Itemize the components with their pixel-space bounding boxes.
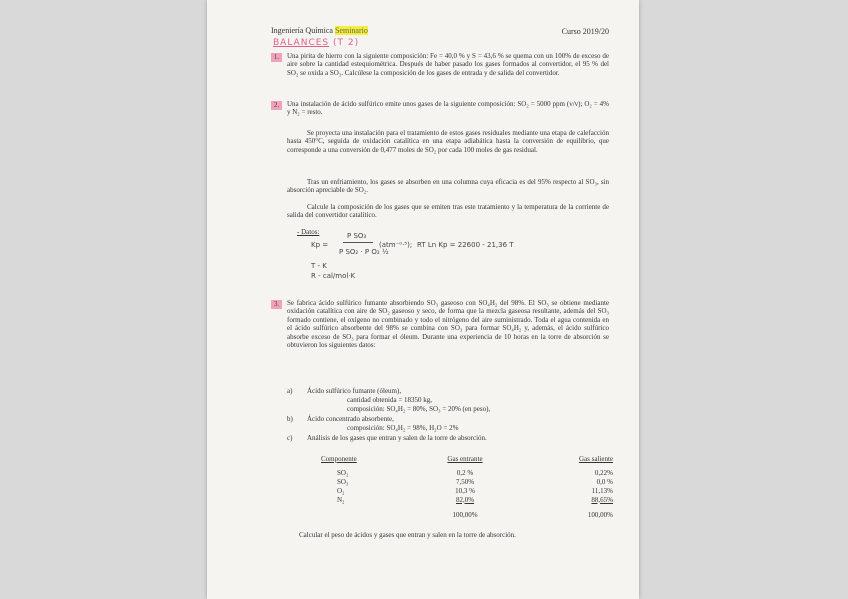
item-b-text: Ácido concentrado absorbente, <box>307 415 394 423</box>
kp-formula: Kp = <box>311 241 329 249</box>
gas-analysis-table <box>317 454 617 519</box>
item-c-text: Análisis de los gases que entran y salen de la torre de absorción. <box>307 434 487 442</box>
table-total-row: 100,00% 100,00% <box>452 510 613 519</box>
header-component: Componente <box>321 454 357 463</box>
problem-2-para-3: Tras un enfriamiento, los gases se absorben en una columna cuya eficacia es del 95% respecto al SO₃, sin absorción apreciable de SO₂. <box>287 178 609 195</box>
final-question: Calcular el peso de ácidos y gases que entran y salen en la torre de absorción. <box>299 531 516 539</box>
table-row: N₂ 82,0% 88,65% <box>337 495 613 504</box>
rt-ln-kp-formula: RT Ln Kp = 22600 - 21,36 T <box>417 241 514 249</box>
header-left: Ingeniería Química Seminario <box>271 26 368 35</box>
datos-label: - Datos: <box>297 228 320 236</box>
item-b-label: b) <box>287 415 293 423</box>
problem-2-number: 2. <box>271 101 282 110</box>
table-header-row <box>317 454 617 463</box>
kp-denominator: P SO₂ · P O₂ ½ <box>339 248 389 256</box>
problem-3-text: Se fabrica ácido sulfúrico fumante absorbiendo SO₃ gaseoso con SO₄H₂ del 98%. El SO₃ se obtiene mediante oxidación catalítica con aire de SO₂ gaseoso y seco, de forma que la mezcla gaseosa resultante, además del SO₃ formado contiene, el oxígeno no combinado y todo el nitrógeno del aire suministrado. Toda el agua contenida en el ácido sulfúrico absorbente del 98% se combina con SO₃ para formar SO₄H₂ y, además, el ácido sulfúrico absorbe exceso de SO₃ para formar el óleum. Durante una experiencia de 10 horas en la torre de absorción se obtuvieron los siguientes datos: <box>287 299 609 350</box>
item-a-label: a) <box>287 387 293 395</box>
kp-fraction-bar <box>343 242 373 243</box>
item-a-amount: cantidad obtenida = 18350 kg, <box>347 396 433 404</box>
problem-1-number: 1. <box>271 53 282 62</box>
table-row: SO₃ 7,50% 0,0 % <box>337 477 613 486</box>
gas-constant-unit: R - cal/mol·K <box>311 272 356 280</box>
problem-2-text: Una instalación de ácido sulfúrico emite unos gases de la siguiente composición: SO₂ = 5000 ppm (v/v); O₂ = 4% y N₂ = resto. <box>287 100 609 117</box>
item-b-composition: composición: SO₄H₂ = 98%, H₂O = 2% <box>347 424 459 432</box>
header-gas-out: Gas saliente <box>578 454 613 463</box>
kp-units: (atm⁻⁰·⁵); <box>379 241 413 249</box>
problem-1-text: Una pirita de hierro con la siguiente composición: Fe = 40,0 % y S = 43,6 % se quema con un 100% de exceso de aire sobre la cantidad estequiométrica. Después de haber pasado los gases formados al convertidor, el 95 % del SO₂ se oxida a SO₃. Calcúlese la composición de los gases de entrada y de salida del convertidor. <box>287 52 609 77</box>
table-row: O₂ 10,3 % 11,13% <box>337 486 613 495</box>
item-a-text: Ácido sulfúrico fumante (óleum), <box>307 387 402 395</box>
handwritten-note: BALANCES (T 2) <box>273 38 360 48</box>
header-year: Curso 2019/20 <box>561 27 609 36</box>
problem-2-para-2: Se proyecta una instalación para el tratamiento de estos gases residuales mediante una etapa de calefacción hasta 450°C, seguida de oxidación catalítica en una etapa adiabática hasta la conversión de equilibrio, que corresponde a una conversión de 0,477 moles de SO₂ por cada 100 moles de gas residual. <box>287 129 609 154</box>
kp-numerator: P SO₃ <box>347 232 367 240</box>
document-page <box>207 0 639 599</box>
problem-2-para-4: Calcule la composición de los gases que se emiten tras este tratamiento y la temperatura de la corriente de salida del convertidor catalítico. <box>287 203 609 220</box>
table-row: SO₂ 0,2 % 0,22% <box>337 468 613 477</box>
temperature-unit: T - K <box>311 262 327 270</box>
problem-3-number: 3. <box>271 300 282 309</box>
item-a-composition: composición: SO₄H₂ = 80%, SO₃ = 20% (en peso), <box>347 405 491 413</box>
item-c-label: c) <box>287 434 293 442</box>
header-gas-in: Gas entrante <box>447 454 483 463</box>
